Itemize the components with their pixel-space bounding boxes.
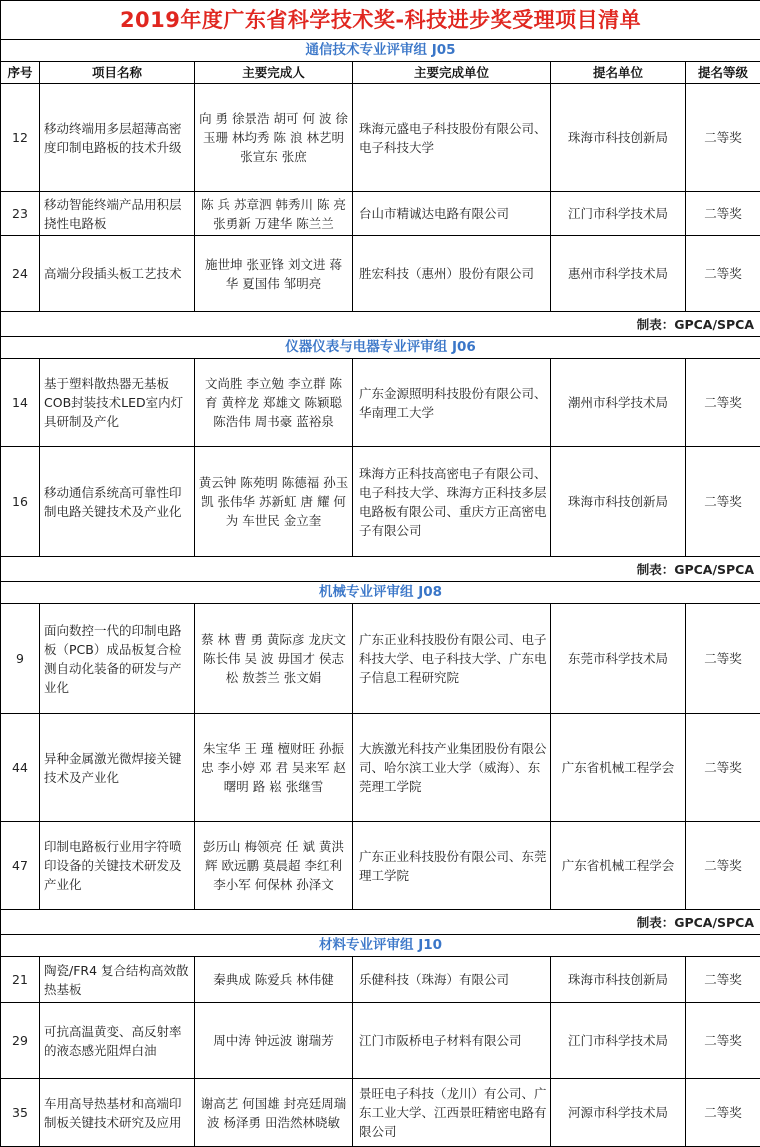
main-contributors: 施世坤 张亚锋 刘文进 蒋 华 夏国伟 邹明亮 <box>195 236 353 312</box>
main-contributors: 周中涛 钟远波 谢瑞芳 <box>195 1003 353 1079</box>
project-name: 移动终端用多层超薄高密度印制电路板的技术升级 <box>40 84 195 192</box>
page-title: 2019年度广东省科学技术奖-科技进步奖受理项目清单 <box>1 1 760 40</box>
row-number: 16 <box>1 447 40 557</box>
project-name: 面向数控一代的印制电路板（PCB）成品板复合检测自动化装备的研发与产业化 <box>40 604 195 714</box>
project-name: 可抗高温黄变、高反射率的液态感光阻焊白油 <box>40 1003 195 1079</box>
group-title: 机械专业评审组 J08 <box>1 582 760 604</box>
nominating-unit: 江门市科学技术局 <box>551 192 686 236</box>
group-header-row <box>1 40 760 62</box>
main-contributors: 朱宝华 王 瑾 檀财旺 孙振忠 李小婷 邓 君 吴来军 赵曙明 路 崧 张继雪 <box>195 714 353 822</box>
nominating-unit: 广东省机械工程学会 <box>551 822 686 910</box>
table-row <box>1 236 760 312</box>
project-name: 车用高导热基材和高端印制板关键技术研究及应用 <box>40 1079 195 1147</box>
table-row <box>1 822 760 910</box>
row-number: 35 <box>1 1079 40 1147</box>
main-contributors: 陈 兵 苏章泗 韩秀川 陈 亮 张勇新 万建华 陈兰兰 <box>195 192 353 236</box>
compiled-by-note: 制表：GPCA/SPCA <box>1 910 760 935</box>
column-header: 提名单位 <box>551 62 686 84</box>
project-name: 异种金属激光微焊接关键技术及产业化 <box>40 714 195 822</box>
award-level: 二等奖 <box>686 84 760 192</box>
group-title: 仪器仪表与电器专业评审组 J06 <box>1 337 760 359</box>
nominating-unit: 东莞市科学技术局 <box>551 604 686 714</box>
project-name: 移动通信系统高可靠性印制电路关键技术及产业化 <box>40 447 195 557</box>
completing-units: 台山市精诚达电路有限公司 <box>353 192 551 236</box>
project-name: 基于塑料散热器无基板COB封装技术LED室内灯具研制及产化 <box>40 359 195 447</box>
main-contributors: 向 勇 徐景浩 胡可 何 波 徐玉珊 林均秀 陈 浪 林艺明 张宣东 张庶 <box>195 84 353 192</box>
column-header-row <box>1 62 760 84</box>
footer-row <box>1 910 760 935</box>
group-title: 通信技术专业评审组 J05 <box>1 40 760 62</box>
main-contributors: 彭历山 梅领亮 任 斌 黄洪辉 欧远鹏 莫晨超 李红利 李小军 何保林 孙泽文 <box>195 822 353 910</box>
nominating-unit: 河源市科学技术局 <box>551 1079 686 1147</box>
group-title: 材料专业评审组 J10 <box>1 935 760 957</box>
footer-row <box>1 312 760 337</box>
main-contributors: 蔡 林 曹 勇 黄际彦 龙庆文 陈长伟 吴 波 毋国才 侯志松 敖荟兰 张文娟 <box>195 604 353 714</box>
completing-units: 胜宏科技（惠州）股份有限公司 <box>353 236 551 312</box>
project-name: 陶瓷/FR4 复合结构高效散热基板 <box>40 957 195 1003</box>
compiled-by-note: 制表：GPCA/SPCA <box>1 557 760 582</box>
completing-units: 江门市阪桥电子材料有限公司 <box>353 1003 551 1079</box>
award-level: 二等奖 <box>686 447 760 557</box>
group-header-row <box>1 935 760 957</box>
nominating-unit: 潮州市科学技术局 <box>551 359 686 447</box>
completing-units: 广东正业科技股份有限公司、东莞理工学院 <box>353 822 551 910</box>
nominating-unit: 江门市科学技术局 <box>551 1003 686 1079</box>
award-level: 二等奖 <box>686 359 760 447</box>
table-row <box>1 1003 760 1079</box>
award-level: 二等奖 <box>686 192 760 236</box>
column-header: 主要完成人 <box>195 62 353 84</box>
row-number: 23 <box>1 192 40 236</box>
award-level: 二等奖 <box>686 714 760 822</box>
compiled-by-note: 制表：GPCA/SPCA <box>1 312 760 337</box>
row-number: 24 <box>1 236 40 312</box>
nominating-unit: 珠海市科技创新局 <box>551 447 686 557</box>
column-header: 序号 <box>1 62 40 84</box>
column-header: 项目名称 <box>40 62 195 84</box>
nominating-unit: 珠海市科技创新局 <box>551 957 686 1003</box>
table-row <box>1 957 760 1003</box>
row-number: 14 <box>1 359 40 447</box>
row-number: 9 <box>1 604 40 714</box>
nominating-unit: 珠海市科技创新局 <box>551 84 686 192</box>
table-row <box>1 714 760 822</box>
award-level: 二等奖 <box>686 1079 760 1147</box>
column-header: 主要完成单位 <box>353 62 551 84</box>
table-row <box>1 84 760 192</box>
award-level: 二等奖 <box>686 957 760 1003</box>
nominating-unit: 广东省机械工程学会 <box>551 714 686 822</box>
completing-units: 广东正业科技股份有限公司、电子科技大学、电子科技大学、广东电子信息工程研究院 <box>353 604 551 714</box>
completing-units: 景旺电子科技（龙川）有公司、广东工业大学、江西景旺精密电路有限公司 <box>353 1079 551 1147</box>
table-row <box>1 447 760 557</box>
award-level: 二等奖 <box>686 822 760 910</box>
row-number: 44 <box>1 714 40 822</box>
row-number: 29 <box>1 1003 40 1079</box>
table-row <box>1 192 760 236</box>
completing-units: 广东金源照明科技股份有限公司、华南理工大学 <box>353 359 551 447</box>
nominating-unit: 惠州市科学技术局 <box>551 236 686 312</box>
column-header: 提名等级 <box>686 62 760 84</box>
project-name: 移动智能终端产品用积层挠性电路板 <box>40 192 195 236</box>
completing-units: 珠海方正科技高密电子有限公司、电子科技大学、珠海方正科技多层电路板有限公司、重庆方正高密电子有限公司 <box>353 447 551 557</box>
award-level: 二等奖 <box>686 236 760 312</box>
project-name: 高端分段插头板工艺技术 <box>40 236 195 312</box>
group-header-row <box>1 337 760 359</box>
project-name: 印制电路板行业用字符喷印设备的关键技术研发及产业化 <box>40 822 195 910</box>
table-row <box>1 359 760 447</box>
main-contributors: 黄云钟 陈苑明 陈德福 孙玉凯 张伟华 苏新虹 唐 耀 何为 车世民 金立奎 <box>195 447 353 557</box>
row-number: 47 <box>1 822 40 910</box>
group-header-row <box>1 582 760 604</box>
table-row <box>1 1079 760 1147</box>
award-level: 二等奖 <box>686 1003 760 1079</box>
main-contributors: 文尚胜 李立勉 李立群 陈 育 黄梓龙 郑雄文 陈颖聪 陈浩伟 周书豪 蓝裕泉 <box>195 359 353 447</box>
table-row <box>1 604 760 714</box>
completing-units: 珠海元盛电子科技股份有限公司、电子科技大学 <box>353 84 551 192</box>
main-contributors: 秦典成 陈爱兵 林伟健 <box>195 957 353 1003</box>
award-level: 二等奖 <box>686 604 760 714</box>
row-number: 12 <box>1 84 40 192</box>
completing-units: 大族激光科技产业集团股份有限公司、哈尔滨工业大学（威海）、东莞理工学院 <box>353 714 551 822</box>
main-contributors: 谢高艺 何国雄 封亮廷周瑞 波 杨泽勇 田浩然林晓敏 <box>195 1079 353 1147</box>
completing-units: 乐健科技（珠海）有限公司 <box>353 957 551 1003</box>
footer-row <box>1 557 760 582</box>
row-number: 21 <box>1 957 40 1003</box>
